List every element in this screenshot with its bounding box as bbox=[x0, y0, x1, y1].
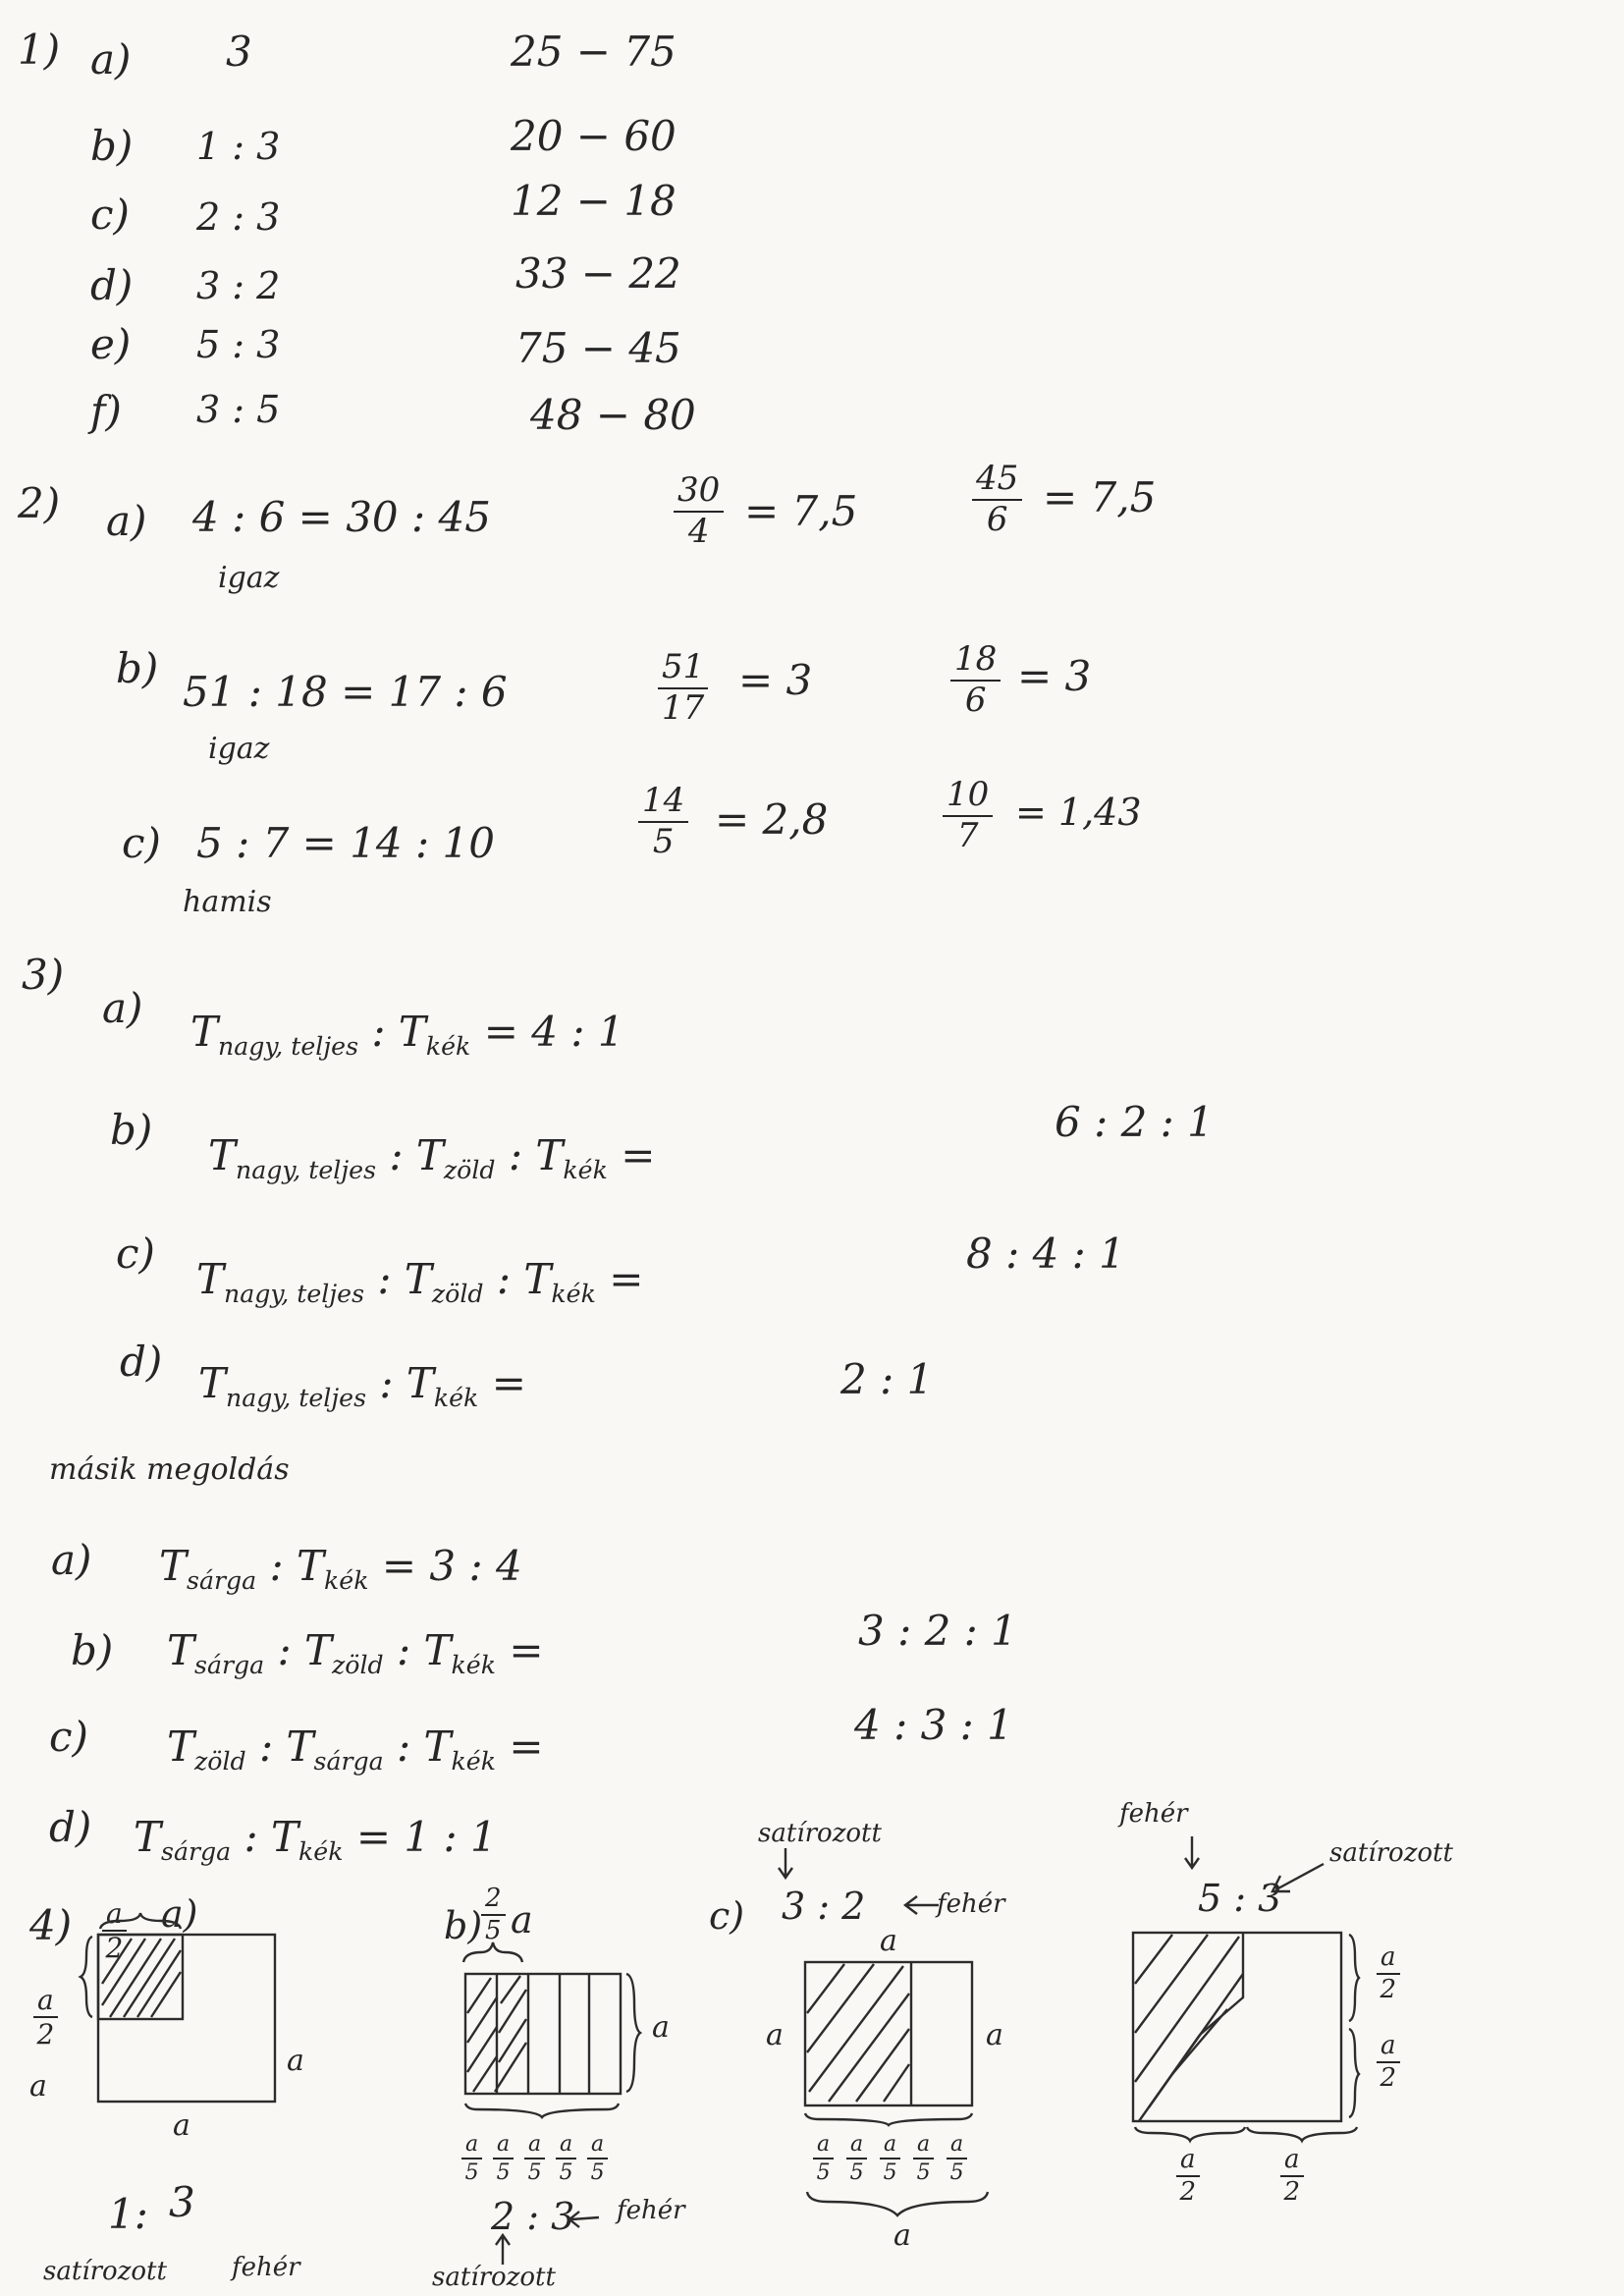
p3-alt-a-eq: = bbox=[381, 1542, 417, 1590]
p1-row-c-letter: c) bbox=[90, 191, 130, 239]
p4-a-top-half-num: a bbox=[102, 1899, 127, 1932]
p4-b-fifth-4-num: a bbox=[556, 2133, 576, 2159]
p3-alt-d-sub-sarga: sárga bbox=[161, 1836, 232, 1866]
p4-c-arrow-top bbox=[776, 1846, 805, 1886]
p4-b-fifth-5-num: a bbox=[587, 2133, 608, 2159]
p3-alt-c-eq: = bbox=[509, 1722, 544, 1771]
p3-alt-a-expression bbox=[159, 1542, 522, 1595]
p2-b-fraction-1 bbox=[658, 647, 708, 728]
p4-b-fifth-3 bbox=[524, 2133, 545, 2184]
p4-b-fifth-1 bbox=[461, 2133, 482, 2184]
p1-row-f-ratio: 3 : 5 bbox=[196, 388, 281, 431]
p3-alt-d-result: 1 : 1 bbox=[404, 1813, 497, 1861]
p3-alt-b-T2: T bbox=[304, 1626, 333, 1674]
p4-d-bottom-half-left-num: a bbox=[1176, 2147, 1200, 2177]
p2-b-fraction-2-num: 18 bbox=[950, 642, 1001, 682]
p3-alt-b-sub-kek: kék bbox=[451, 1650, 496, 1679]
p2-c-letter: c) bbox=[122, 819, 161, 867]
p3-alt-b-result: 3 : 2 : 1 bbox=[858, 1607, 1017, 1655]
p4-c-bottom-brace bbox=[805, 2113, 972, 2125]
p3-alt-a-sub-kek: kék bbox=[324, 1565, 369, 1595]
p3-b-colon-2: : bbox=[508, 1131, 523, 1179]
p4-c-ratio: 3 : 2 bbox=[782, 1885, 866, 1928]
p4-b-outer-rect bbox=[465, 1974, 621, 2094]
p4-b-top-brace bbox=[463, 1942, 522, 1962]
p4-b-bottom-brace bbox=[465, 2104, 619, 2117]
p3-alt-a-letter: a) bbox=[51, 1536, 92, 1584]
p2-c-fraction-1-den: 5 bbox=[652, 821, 675, 861]
p1-row-a-ratio: 3 bbox=[226, 27, 252, 76]
p2-c-fraction-2 bbox=[943, 775, 993, 855]
p4-b-right-brace bbox=[626, 1974, 640, 2092]
p4-c-right-side-label: a bbox=[986, 2018, 1003, 2052]
p4-c-fifth-3-num: a bbox=[880, 2133, 900, 2159]
p4-a-left-half-num: a bbox=[33, 1986, 58, 2018]
p3-b-T1: T bbox=[208, 1131, 237, 1179]
p3-d-sub-nagy: nagy, teljes bbox=[226, 1383, 366, 1412]
p2-a-fraction-2-den: 6 bbox=[986, 499, 1008, 539]
p4-b-fifth-2 bbox=[493, 2133, 514, 2184]
p4-a-bottom-side-label: a bbox=[173, 2108, 190, 2143]
problem1-label: 1) bbox=[18, 26, 61, 74]
p2-a-verdict: igaz bbox=[218, 561, 280, 595]
p4-b-right-side-label: a bbox=[652, 2010, 670, 2045]
p3-d-sub-kek: kék bbox=[433, 1383, 479, 1412]
p2-b-fraction-2 bbox=[950, 639, 1001, 720]
p4-c-title: c) bbox=[709, 1894, 745, 1938]
p4-a-top-brace bbox=[100, 1913, 181, 1929]
p4-a-ratio-right: 3 bbox=[169, 2178, 195, 2226]
p3-d-letter: d) bbox=[120, 1338, 163, 1386]
p3-b-result: 6 : 2 : 1 bbox=[1055, 1098, 1214, 1146]
p4-c-caption-right: fehér bbox=[937, 1889, 1005, 1919]
p3-alt-d-colon: : bbox=[244, 1813, 258, 1861]
p3-alt-a-T2: T bbox=[297, 1542, 325, 1590]
p4-a-top-half-den: 2 bbox=[105, 1932, 124, 1965]
p1-row-b-letter: b) bbox=[90, 122, 134, 170]
p3-a-expression bbox=[190, 1008, 624, 1061]
p4-a-hatching bbox=[102, 1939, 181, 2017]
p3-alt-b-sub-sarga: sárga bbox=[194, 1650, 265, 1679]
p2-a-fraction-2 bbox=[972, 459, 1022, 539]
p3-a-colon: : bbox=[371, 1008, 386, 1056]
p2-c-fraction-1-num: 14 bbox=[638, 784, 688, 823]
p3-c-sub-zold: zöld bbox=[431, 1279, 484, 1308]
p4-b-fifth-4 bbox=[556, 2133, 576, 2184]
p3-c-colon-2: : bbox=[496, 1255, 512, 1303]
p4-b-caption-right: fehér bbox=[617, 2196, 685, 2225]
p4-c-total-label: a bbox=[893, 2218, 911, 2253]
p1-row-e-ratio: 5 : 3 bbox=[196, 323, 281, 366]
p3-b-eq: = bbox=[621, 1131, 656, 1179]
p4-d-right-half-bottom-den: 2 bbox=[1380, 2063, 1397, 2094]
p4-d-cut-line bbox=[1139, 1933, 1243, 2121]
p3-d-eq: = bbox=[491, 1359, 526, 1407]
p2-b-fraction-2-value: = 3 bbox=[1017, 652, 1092, 700]
p3-alt-c-sub-sarga: sárga bbox=[313, 1746, 384, 1776]
p3-alt-b-T1: T bbox=[167, 1626, 195, 1674]
p2-b-verdict: igaz bbox=[208, 732, 270, 766]
p1-row-d-pair: 33 − 22 bbox=[515, 249, 681, 298]
p4-b-fraction-den: 5 bbox=[485, 1916, 502, 1946]
p4-b-fifth-3-den: 5 bbox=[527, 2160, 542, 2186]
p3-alt-a-colon: : bbox=[269, 1542, 284, 1590]
p3-a-sub-kek: kék bbox=[425, 1031, 471, 1061]
p3-alt-b-sub-zold: zöld bbox=[332, 1650, 384, 1679]
p4-c-fifth-1-den: 5 bbox=[816, 2160, 831, 2186]
p3-alt-c-sub-kek: kék bbox=[451, 1746, 496, 1776]
p3-alt-d-expression bbox=[134, 1813, 497, 1866]
p3-a-T2: T bbox=[398, 1008, 426, 1056]
p1-row-e-pair: 75 − 45 bbox=[515, 324, 681, 372]
p2-b-fraction-1-num: 51 bbox=[658, 650, 708, 689]
p4-c-top-side-label: a bbox=[880, 1924, 897, 1958]
p4-b-fraction-num: 2 bbox=[481, 1886, 506, 1916]
p3-alt-d-T2: T bbox=[271, 1813, 299, 1861]
p4-d-arrow-right bbox=[1269, 1860, 1327, 1899]
p2-c-fraction-1 bbox=[638, 781, 688, 861]
p4-d-outer-square bbox=[1133, 1933, 1341, 2121]
p3-alt-c-result: 4 : 3 : 1 bbox=[854, 1701, 1013, 1749]
p4-d-bottom-brace-right bbox=[1247, 2127, 1357, 2141]
p4-b-title: b) bbox=[444, 1904, 483, 1947]
p3-c-sub-nagy: nagy, teljes bbox=[224, 1279, 364, 1308]
p4-d-right-half-top-den: 2 bbox=[1380, 1975, 1397, 2005]
p4-d-right-brace-top bbox=[1349, 1935, 1359, 2021]
p3-c-colon-1: : bbox=[377, 1255, 392, 1303]
p3-alt-b-letter: b) bbox=[71, 1626, 114, 1674]
p2-a-letter: a) bbox=[106, 497, 147, 545]
p3-a-letter: a) bbox=[102, 984, 143, 1032]
p3-a-sub-nagy: nagy, teljes bbox=[218, 1031, 358, 1061]
p4-c-fifth-4-den: 5 bbox=[916, 2160, 931, 2186]
p2-a-fraction-1-num: 30 bbox=[674, 473, 724, 513]
p4-b-caption-left: satírozott bbox=[432, 2263, 556, 2292]
p3-alt-c-colon-2: : bbox=[397, 1722, 411, 1771]
p4-b-fifth-2-den: 5 bbox=[496, 2160, 511, 2186]
p3-alt-d-T1: T bbox=[134, 1813, 162, 1861]
p3-alt-c-colon-1: : bbox=[259, 1722, 274, 1771]
p3-alt-c-T3: T bbox=[423, 1722, 452, 1771]
p4-c-fifth-4 bbox=[913, 2133, 934, 2184]
p3-c-T2: T bbox=[404, 1255, 432, 1303]
p3-alt-b-colon-2: : bbox=[397, 1626, 411, 1674]
p4-b-arrows bbox=[491, 2210, 609, 2269]
p4-d-bottom-brace-left bbox=[1135, 2127, 1245, 2141]
p4-c-fifth-3 bbox=[880, 2133, 900, 2184]
p4-a-ratio-left: 1: bbox=[108, 2190, 148, 2238]
p3-alt-a-result: 3 : 4 bbox=[429, 1542, 522, 1590]
p1-row-b-pair: 20 − 60 bbox=[511, 112, 677, 160]
p1-row-d-letter: d) bbox=[90, 261, 134, 309]
p4-c-fifth-1-num: a bbox=[813, 2133, 834, 2159]
p3-alt-b-T3: T bbox=[423, 1626, 452, 1674]
p4-d-bottom-half-right-num: a bbox=[1280, 2147, 1304, 2177]
p4-d-bottom-half-left-den: 2 bbox=[1179, 2177, 1197, 2208]
p3-alt-c-T1: T bbox=[167, 1722, 195, 1771]
p4-d-bottom-half-right bbox=[1280, 2147, 1304, 2207]
p2-a-fraction-2-value: = 7,5 bbox=[1043, 473, 1157, 521]
p4-d-right-brace-bottom bbox=[1349, 2029, 1359, 2117]
p4-c-fifth-2-den: 5 bbox=[849, 2160, 864, 2186]
p1-row-c-ratio: 2 : 3 bbox=[196, 195, 281, 239]
p3-b-sub-zold: zöld bbox=[443, 1155, 496, 1184]
p4-b-right-arrow bbox=[569, 2212, 599, 2227]
p4-c-fifth-4-num: a bbox=[913, 2133, 934, 2159]
p4-d-caption-top: fehér bbox=[1119, 1799, 1188, 1829]
p4-c-arrow-right bbox=[901, 1893, 941, 1917]
p3-c-sub-kek: kék bbox=[551, 1279, 596, 1308]
p4-b-fifth-3-num: a bbox=[524, 2133, 545, 2159]
p2-a-equation: 4 : 6 = 30 : 45 bbox=[192, 493, 491, 541]
p3-alt-c-expression bbox=[167, 1722, 544, 1776]
p3-alt-b-eq: = bbox=[509, 1626, 544, 1674]
p3-d-colon: : bbox=[379, 1359, 394, 1407]
p2-c-fraction-2-value: = 1,43 bbox=[1015, 791, 1142, 834]
p4-a-title: a) bbox=[161, 1892, 198, 1936]
p2-a-fraction-2-num: 45 bbox=[972, 462, 1022, 501]
p3-b-T2: T bbox=[415, 1131, 444, 1179]
problem2-label: 2) bbox=[18, 479, 61, 527]
p4-d-caption-right: satírozott bbox=[1329, 1838, 1453, 1868]
p2-a-fraction-1-value: = 7,5 bbox=[744, 487, 858, 535]
p3-alt-title: másik megoldás bbox=[49, 1452, 290, 1487]
p4-c-left-side-label: a bbox=[766, 2018, 784, 2052]
p4-c-fifth-5-num: a bbox=[947, 2133, 967, 2159]
p2-b-fraction-1-value: = 3 bbox=[738, 656, 813, 704]
p3-a-eq: = bbox=[483, 1008, 518, 1056]
p2-b-letter: b) bbox=[116, 644, 159, 692]
p3-a-result: 4 : 1 bbox=[531, 1008, 624, 1056]
p3-alt-b-colon-1: : bbox=[277, 1626, 292, 1674]
p4-b-left-arrow bbox=[496, 2235, 510, 2265]
p3-c-eq: = bbox=[609, 1255, 644, 1303]
p3-c-T1: T bbox=[196, 1255, 225, 1303]
p4-a-right-side-label: a bbox=[287, 2044, 304, 2078]
p2-c-verdict: hamis bbox=[183, 885, 272, 919]
p3-d-T2: T bbox=[406, 1359, 434, 1407]
p2-b-fraction-2-den: 6 bbox=[964, 680, 987, 720]
p1-row-d-ratio: 3 : 2 bbox=[196, 264, 281, 307]
p1-row-f-pair: 48 − 80 bbox=[530, 391, 696, 439]
p4-b-fifth-5 bbox=[587, 2133, 608, 2184]
p4-d-right-half-top bbox=[1377, 1944, 1400, 2004]
p3-alt-a-sub-sarga: sárga bbox=[187, 1565, 257, 1595]
p2-c-fraction-2-den: 7 bbox=[956, 815, 979, 855]
p3-b-letter: b) bbox=[110, 1106, 153, 1154]
p4-d-bottom-half-right-den: 2 bbox=[1283, 2177, 1301, 2208]
p1-row-e-letter: e) bbox=[90, 320, 132, 368]
p3-alt-d-sub-kek: kék bbox=[298, 1836, 344, 1866]
p4-c-fifth-5 bbox=[947, 2133, 967, 2184]
p4-d-right-half-top-num: a bbox=[1377, 1944, 1400, 1975]
p3-c-T3: T bbox=[523, 1255, 552, 1303]
p1-row-a-pair: 25 − 75 bbox=[511, 27, 677, 76]
p3-b-sub-nagy: nagy, teljes bbox=[236, 1155, 376, 1184]
p3-b-sub-kek: kék bbox=[563, 1155, 608, 1184]
p3-alt-d-eq: = bbox=[355, 1813, 392, 1861]
p2-a-fraction-1 bbox=[674, 470, 724, 551]
p3-alt-a-T1: T bbox=[159, 1542, 188, 1590]
p1-row-b-ratio: 1 : 3 bbox=[196, 125, 281, 168]
p3-b-colon-1: : bbox=[389, 1131, 404, 1179]
p4-c-fifth-2 bbox=[846, 2133, 867, 2184]
p4-b-fifth-1-den: 5 bbox=[464, 2160, 479, 2186]
p3-alt-c-sub-zold: zöld bbox=[194, 1746, 246, 1776]
p4-a-left-half-label bbox=[33, 1986, 58, 2050]
p4-b-fifth-5-den: 5 bbox=[590, 2160, 605, 2186]
p4-b-fraction-var: a bbox=[511, 1898, 533, 1941]
p1-row-a-letter: a) bbox=[90, 35, 132, 83]
p4-b-ratio: 2 : 3 bbox=[491, 2195, 575, 2238]
p2-c-fraction-2-num: 10 bbox=[943, 778, 993, 817]
p4-a-caption-right: fehér bbox=[232, 2253, 300, 2282]
p1-row-f-letter: f) bbox=[90, 387, 122, 435]
p3-d-result: 2 : 1 bbox=[840, 1355, 934, 1403]
p3-d-T1: T bbox=[198, 1359, 227, 1407]
p4-d-hatching bbox=[1135, 1935, 1243, 2107]
p2-c-equation: 5 : 7 = 14 : 10 bbox=[196, 819, 495, 867]
p3-alt-b-expression bbox=[167, 1626, 544, 1679]
p2-c-fraction-1-value: = 2,8 bbox=[715, 795, 829, 844]
p2-a-fraction-1-den: 4 bbox=[687, 511, 710, 551]
p4-d-square-figure bbox=[1129, 1925, 1365, 2160]
p3-c-letter: c) bbox=[116, 1230, 155, 1278]
p3-b-T3: T bbox=[535, 1131, 564, 1179]
p2-b-equation: 51 : 18 = 17 : 6 bbox=[183, 668, 508, 716]
p4-b-fifth-1-num: a bbox=[461, 2133, 482, 2159]
problem4-label: 4) bbox=[29, 1901, 73, 1949]
p4-c-fifth-3-den: 5 bbox=[883, 2160, 897, 2186]
p4-a-caption-left: satírozott bbox=[43, 2257, 167, 2286]
p3-alt-d-letter: d) bbox=[49, 1803, 92, 1851]
p4-d-arrow-top bbox=[1182, 1834, 1212, 1878]
p3-b-expression bbox=[208, 1131, 656, 1184]
p4-d-ratio: 5 : 3 bbox=[1198, 1877, 1282, 1920]
p4-d-right-half-bottom bbox=[1377, 2033, 1400, 2093]
p3-d-expression bbox=[198, 1359, 526, 1412]
problem3-label: 3) bbox=[22, 951, 65, 999]
p3-c-expression bbox=[196, 1255, 644, 1308]
p4-b-fifth-2-num: a bbox=[493, 2133, 514, 2159]
p4-c-fifth-1 bbox=[813, 2133, 834, 2184]
p3-a-T1: T bbox=[190, 1008, 219, 1056]
p4-a-left-brace bbox=[81, 1937, 92, 2017]
p4-c-caption-top: satírozott bbox=[758, 1819, 882, 1848]
p3-c-result: 8 : 4 : 1 bbox=[966, 1230, 1125, 1278]
p3-alt-c-letter: c) bbox=[49, 1713, 88, 1761]
p3-alt-c-T2: T bbox=[286, 1722, 314, 1771]
p1-row-c-pair: 12 − 18 bbox=[511, 177, 677, 225]
p4-a-left-side-label: a bbox=[29, 2069, 47, 2104]
p4-c-fifth-5-den: 5 bbox=[949, 2160, 964, 2186]
p2-b-fraction-1-den: 17 bbox=[662, 687, 705, 728]
p4-c-fifth-2-num: a bbox=[846, 2133, 867, 2159]
p4-c-hatching bbox=[807, 1964, 909, 2102]
p4-d-right-half-bottom-num: a bbox=[1377, 2033, 1400, 2063]
p4-a-left-half-den: 2 bbox=[36, 2018, 55, 2051]
p4-d-bottom-half-left bbox=[1176, 2147, 1200, 2207]
p4-b-fifth-4-den: 5 bbox=[559, 2160, 573, 2186]
